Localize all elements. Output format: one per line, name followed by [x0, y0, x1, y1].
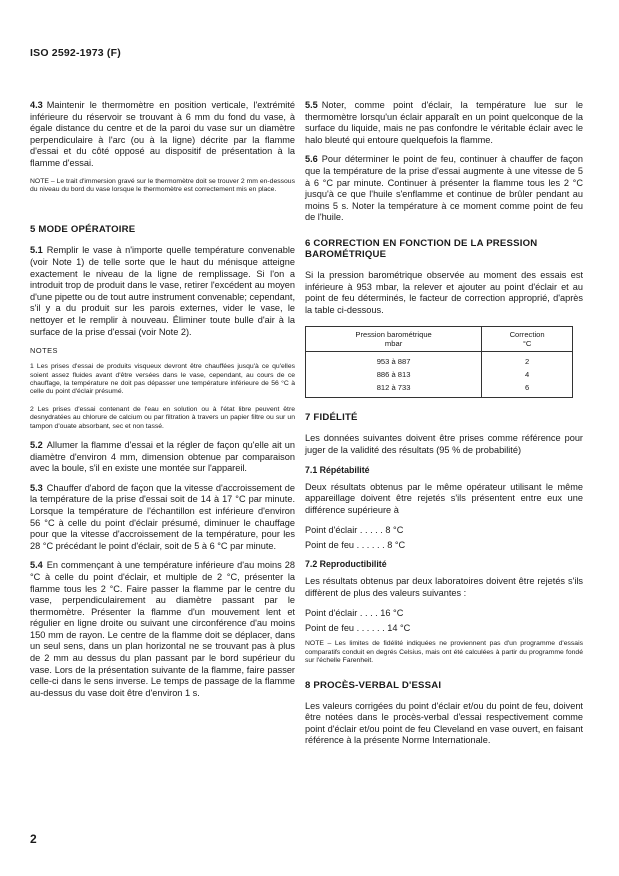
- clause-number: 5.2: [30, 439, 43, 450]
- clause-text: En commençant à une température inférieure d'au moins 28 °C à celle du point d'éclair, et multiple de 2 °C, présenter la flamme tous les 2 °C. Faire passer la flamme par le centre du vase, perpendiculairement au diamètre passant par le thermomètre. Présenter la flamme d'un mouvement lent et régulier en ligne droite ou suivant une circonférence d'au moins 150 mm de rayon. Le centre de la flamme doit se déplacer, dans un seul sens, dans un plan horizontal ne se trouvant pas à plus de 2 mm au dessus du plan passant par le bord supérieur du vase. Lors de la présentation suivante de la flamme, faire passer celle-ci dans le sens inverse. Le temps de passage de la flamme au-dessus du vase doit être d'environ 1 s.: [30, 560, 295, 698]
- repeatability-fire-point: Point de feu . . . . . . 8 °C: [305, 540, 406, 551]
- note-7: NOTE – Les limites de fidélité indiquées ne proviennent pas d'un programme d'essais comparatifs conduit en degrés Celsius, mais ont été calculées à partir du programme fondé sur l'échelle Farenheit.: [305, 640, 583, 665]
- clause-text: Remplir le vase à n'importe quelle température convenable (voir Note 1) de telle sorte que le haut du ménisque atteigne exactement le niveau de la ligne de remplissage. Si l'on a introduit trop de produit dans le vase, retirer l'excédent au moyen d'une pipette ou de tout autre instrument convenable; cependant, s'il y a du produit sur les parois externes, vider le vase, le nettoyer et le remplir à nouveau. Éliminer toute bulle d'air à la surface de la prise d'essai (voir Note 2).: [30, 245, 295, 337]
- reproducibility-flash-point: Point d'éclair . . . . 16 °C: [305, 608, 404, 619]
- paragraph-5-1: [30, 245, 295, 338]
- clause-text: Noter, comme point d'éclair, la température lue sur le thermomètre lorsqu'un éclair apparaît en un point quelconque de la surface du liquide, mais ne pas confondre le véritable éclair avec le halo bleuté qui entoure quelquefois la flamme.: [305, 100, 583, 145]
- paragraph-7-2: Les résultats obtenus par deux laboratoires doivent être rejetés s'ils diffèrent de plus des valeurs suivantes :: [305, 576, 583, 598]
- section-5-title: 5 MODE OPÉRATOIRE: [30, 224, 136, 236]
- paragraph-7: Les données suivantes doivent être prises comme référence pour juger de la validité des résultats (95 % de probabilité): [305, 433, 583, 455]
- section-7-title: 7 FIDÉLITÉ: [305, 412, 358, 424]
- clause-number: 5.1: [30, 245, 43, 256]
- clause-number: 5.6: [305, 154, 318, 165]
- paragraph-4-3: [30, 100, 295, 170]
- section-7-2-title: 7.2 Reproductibilité: [305, 559, 387, 570]
- section-8-title: 8 PROCÈS-VERBAL D'ESSAI: [305, 679, 442, 691]
- note-4-3: NOTE – Le trait d'immersion gravé sur le thermomètre doit se trouver 2 mm en-dessous du niveau du bord du vase lorsque le thermomètre est correctement mis en place.: [30, 177, 295, 193]
- section-6-title: 6 CORRECTION EN FONCTION DE LA PRESSION BAROMÉTRIQUE: [305, 237, 538, 260]
- left-column: [30, 100, 295, 707]
- notes-heading: NOTES: [30, 346, 58, 356]
- paragraph-7-1: Deux résultats obtenus par le même opérateur utilisant le même appareillage doivent être rejetés s'ils présentent entre eux une différence supérieure à: [305, 481, 583, 515]
- table-header-correction: Correction °C: [482, 327, 573, 352]
- right-column: [305, 100, 583, 755]
- clause-text: Pour déterminer le point de feu, continuer à chauffer de façon que la température de la prise d'essai augmente à une vitesse de 5 à 6 °C par minute. Continuer à présenter la flamme tous les 2 °C jusqu'à ce que l'huile s'enflamme et continue de brûler pendant au moins 5 s. Noter la température à ce moment comme point de feu de l'huile.: [305, 154, 583, 223]
- note-2: 2 Les prises d'essai contenant de l'eau en solution ou à l'état libre peuvent être desnydratées au chlorure de calcium ou par filtration à travers un papier filtre ou sur un tampon d'ouate absorbant, sec et non tassé.: [30, 405, 295, 430]
- paragraph-5-6: [305, 154, 583, 224]
- clause-number: 5.3: [30, 482, 43, 493]
- page-number: 2: [30, 832, 37, 846]
- paragraph-5-5: [305, 100, 583, 146]
- correction-table: [305, 326, 573, 398]
- correction-cell: 2 4 6: [482, 352, 573, 398]
- paragraph-8: Les valeurs corrigées du point d'éclair et/ou du point de feu, doivent être notées dans le procès-verbal d'essai respectivement comme point d'éclair et/ou point de feu Cleveland en vase ouvert, en faisant référence à la présente Norme Internationale.: [305, 700, 583, 746]
- table-header-pressure: Pression barométrique mbar: [306, 327, 482, 352]
- table-header-row: [306, 327, 573, 352]
- note-1: 1 Les prises d'essai de produits visqueux devront être chauffées jusqu'à ce qu'elles soient assez fluides avant d'être versées dans le vase, cependant, au cours de ce chauffage, la température ne doit pas dépasser une température inférieure de 56 °C à celle du point d'éclair présumé.: [30, 363, 295, 396]
- paragraph-6: Si la pression barométrique observée au moment des essais est inférieure à 953 mbar, la relever et ajouter au point d'éclair et au point de feu déterminés, le facteur de correction approprié, d'après la table ci-dessous.: [305, 269, 583, 315]
- document-header: ISO 2592-1973 (F): [30, 47, 121, 59]
- clause-text: Maintenir le thermomètre en position verticale, l'extrémité inférieure du réservoir se trouvant à 6 mm du fond du vase, à égale distance du centre et de la paroi du vase sur un diamètre perpendiculaire à l'arc (ou à la ligne) décrite par la flamme d'essai et du côté opposé au dispositif de présentation à la flamme d'essai.: [30, 100, 295, 168]
- clause-number: 4.3: [30, 100, 43, 110]
- clause-number: 5.5: [305, 100, 318, 110]
- paragraph-5-2: [30, 440, 295, 475]
- clause-text: Chauffer d'abord de façon que la vitesse d'accroissement de la température de la prise d'essai soit de 14 à 17 °C par minute. Lorsque la température de l'échantillon est inférieure d'environ 56 °C à celle du point d'éclair présumé, diminuer le chauffage pour que la vitesse d'accroissement de la température, pour les 28 °C précédant le point d'éclair, soit de 5 à 6 °C par minute.: [30, 482, 295, 551]
- clause-number: 5.4: [30, 560, 43, 571]
- section-7-1-title: 7.1 Répétabilité: [305, 464, 370, 475]
- clause-text: Allumer la flamme d'essai et la régler de façon qu'elle ait un diamètre d'environ 4 mm, dimension obtenue par comparaison avec la boule, s'il en existe une montée sur l'appareil.: [30, 439, 295, 474]
- repeatability-flash-point: Point d'éclair . . . . . 8 °C: [305, 525, 404, 536]
- paragraph-5-3: [30, 483, 295, 553]
- reproducibility-fire-point: Point de feu . . . . . . 14 °C: [305, 623, 411, 634]
- table-body-row: [306, 352, 573, 398]
- paragraph-5-4: [30, 560, 295, 699]
- pressure-cell: 953 à 887 886 à 813 812 à 733: [306, 352, 482, 398]
